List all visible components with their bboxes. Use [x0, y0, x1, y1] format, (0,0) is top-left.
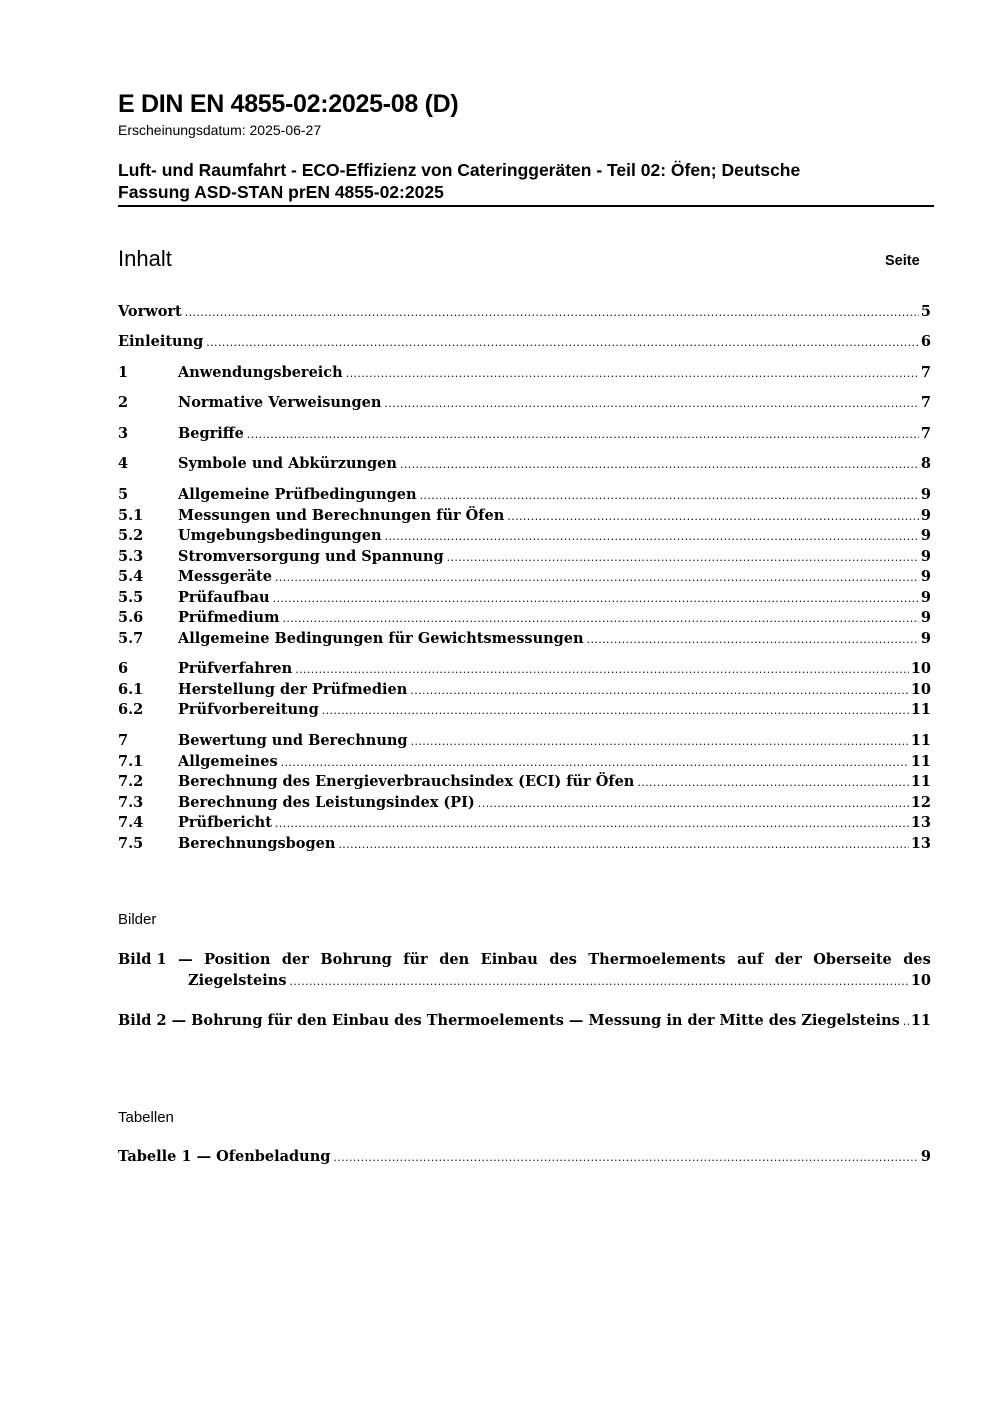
- toc-entry[interactable]: [118, 629, 931, 650]
- toc-entry-page: 13: [910, 834, 931, 852]
- toc-entry[interactable]: [118, 363, 931, 384]
- toc-entry[interactable]: [118, 772, 931, 793]
- toc-entry[interactable]: [118, 588, 931, 609]
- toc-entry-text: Allgemeine Prüfbedingungen: [178, 486, 417, 503]
- figure-entry-page: 10: [910, 971, 931, 989]
- toc-group-1: [118, 363, 931, 384]
- toc-entry-number: 3: [118, 425, 129, 442]
- document-title: E DIN EN 4855-02:2025-08 (D): [118, 90, 459, 118]
- toc-entry-text: Vorwort: [118, 303, 182, 320]
- toc-entry-number: 7.1: [118, 752, 144, 770]
- toc-entry-page: 12: [910, 793, 931, 811]
- toc-entry-page: 9: [920, 506, 931, 524]
- toc-entry-page: 9: [920, 588, 931, 606]
- toc-entry-number: 1: [118, 364, 129, 381]
- toc-entry-number: 7: [118, 732, 129, 749]
- toc-entry-number: 7.4: [118, 814, 144, 831]
- toc-entry-text: Prüfbericht: [178, 814, 272, 831]
- toc-entry[interactable]: [118, 680, 931, 701]
- tables-label: Tabellen: [118, 1109, 174, 1126]
- toc-entry-page: 9: [920, 568, 931, 585]
- toc-entry[interactable]: [118, 1147, 931, 1168]
- toc-entry-number: 5: [118, 486, 129, 503]
- toc-entry-text: Berechnungsbogen: [178, 834, 336, 852]
- toc-entry[interactable]: [118, 485, 931, 506]
- toc-entry-page: 13: [910, 814, 931, 831]
- toc-entry-text: Begriffe: [178, 425, 244, 442]
- toc-entry[interactable]: [118, 393, 931, 414]
- toc-entry[interactable]: [118, 506, 931, 527]
- toc-entry-page: 9: [920, 609, 931, 626]
- toc-entry[interactable]: [118, 526, 931, 547]
- toc-entry-text: Einleitung: [118, 333, 204, 350]
- toc-entry[interactable]: [118, 834, 931, 855]
- toc-entry-page: 11: [910, 752, 931, 770]
- toc-entry[interactable]: [118, 608, 931, 629]
- toc-entry-number: 2: [118, 394, 129, 411]
- header-rule: [118, 205, 934, 207]
- toc-entry[interactable]: [118, 454, 931, 475]
- publication-date: Erscheinungsdatum: 2025-06-27: [118, 122, 322, 138]
- toc-entry-number: 6.1: [118, 680, 144, 698]
- document-subtitle: [118, 159, 933, 203]
- toc-entry-number: 5.6: [118, 609, 144, 626]
- figure-entry-2: [118, 1011, 931, 1032]
- toc-entry[interactable]: [118, 332, 931, 353]
- toc-entry[interactable]: [118, 793, 931, 814]
- figures-label: Bilder: [118, 911, 157, 928]
- toc-entry-text: Stromversorgung und Spannung: [178, 547, 444, 565]
- toc-entry-page: 10: [910, 660, 931, 677]
- toc-entry-page: 9: [920, 527, 931, 544]
- toc-entry-number: 7.3: [118, 793, 144, 811]
- toc-entry-number: 5.3: [118, 547, 144, 565]
- toc-entry-page: 9: [920, 547, 931, 565]
- toc-page-label: Seite: [885, 253, 920, 269]
- toc-entry-number: 5.1: [118, 506, 144, 524]
- toc-entry-number: 4: [118, 455, 129, 472]
- toc-entry-page: 11: [910, 773, 931, 790]
- toc-group-6: [118, 659, 931, 721]
- toc-entry-text: Herstellung der Prüfmedien: [178, 680, 408, 698]
- toc-entry-number: 6.2: [118, 701, 144, 718]
- toc-entry[interactable]: [118, 424, 931, 445]
- table-entry-text: Tabelle 1 — Ofenbeladung: [118, 1148, 331, 1165]
- toc-entry[interactable]: [118, 813, 931, 834]
- table-entry-page: 9: [920, 1148, 931, 1165]
- toc-entry-text: Prüfmedium: [178, 609, 280, 626]
- toc-entry[interactable]: [118, 731, 931, 752]
- toc-entry-text: Prüfaufbau: [178, 588, 270, 606]
- toc-entry-text: Bewertung und Berechnung: [178, 732, 408, 749]
- toc-entry-text: Messungen und Berechnungen für Öfen: [178, 506, 505, 524]
- toc-entry-number: 5.5: [118, 588, 144, 606]
- toc-title: Inhalt: [118, 246, 172, 271]
- toc-entry-text: Prüfverfahren: [178, 660, 293, 677]
- toc-entry-page: 9: [920, 629, 931, 647]
- toc-entry[interactable]: [118, 547, 931, 568]
- toc-entry-text: Symbole und Abkürzungen: [178, 455, 397, 472]
- toc-entry-page: 9: [920, 486, 931, 503]
- toc-entry-page: 5: [920, 303, 931, 320]
- toc-entry-number: 7.5: [118, 834, 144, 852]
- toc-entry[interactable]: [118, 659, 931, 680]
- toc-entry[interactable]: [118, 302, 931, 323]
- table-entry-1: [118, 1147, 931, 1168]
- toc-entry-text: Berechnung des Leistungsindex (PI): [178, 793, 475, 811]
- toc-entry-page: 7: [920, 425, 931, 442]
- toc-entry-text: Allgemeine Bedingungen für Gewichtsmessungen: [178, 629, 584, 647]
- figure-entry-1[interactable]: [118, 950, 931, 992]
- toc-entry[interactable]: [118, 1011, 931, 1032]
- toc-entry-number: 7.2: [118, 773, 144, 790]
- toc-entry[interactable]: [118, 567, 931, 588]
- toc-group-7: [118, 731, 931, 854]
- subtitle-line-1: Luft- und Raumfahrt - ECO-Effizienz von Cateringgeräten - Teil 02: Öfen; Deutsche: [118, 160, 801, 180]
- toc-group-front: [118, 302, 931, 323]
- toc-entry-text: Prüfvorbereitung: [178, 701, 319, 718]
- toc-group-3: [118, 424, 931, 445]
- toc-entry-page: 11: [910, 732, 931, 749]
- toc-entry-number: 5.2: [118, 527, 144, 544]
- figure-entry-line1: Bild 1 — Position der Bohrung für den Einbau des Thermoelements auf der Oberseite des: [118, 951, 931, 968]
- toc-group-5: [118, 485, 931, 649]
- toc-entry[interactable]: [118, 752, 931, 773]
- toc-entry-number: 6: [118, 660, 129, 677]
- toc-entry-number: 5.4: [118, 568, 144, 585]
- subtitle-line-2: Fassung ASD-STAN prEN 4855-02:2025: [118, 182, 444, 202]
- toc-entry-text: Normative Verweisungen: [178, 394, 382, 411]
- figure-entry-line2: Ziegelsteins ..... 10: [118, 971, 931, 993]
- toc-entry-text: Umgebungsbedingungen: [178, 527, 382, 544]
- toc-entry-text: Messgeräte: [178, 568, 272, 585]
- toc-group-4: [118, 454, 931, 475]
- toc-entry-text: Anwendungsbereich: [178, 364, 343, 381]
- toc-entry[interactable]: [118, 700, 931, 721]
- toc-entry-number: 5.7: [118, 629, 144, 647]
- toc-group-2: [118, 393, 931, 414]
- toc-group-intro: [118, 332, 931, 353]
- toc-entry-page: 10: [910, 680, 931, 698]
- toc-entry-page: 8: [920, 455, 931, 472]
- figure-entry-page: 11: [910, 1012, 931, 1029]
- toc-entry-page: 7: [920, 394, 931, 411]
- toc-entry-page: 6: [920, 333, 931, 350]
- toc-entry-page: 11: [910, 701, 931, 718]
- toc-entry-page: 7: [920, 364, 931, 381]
- toc-entry-text: Allgemeines: [178, 752, 278, 770]
- toc-entry-text: Berechnung des Energieverbrauchsindex (ECI) für Öfen: [178, 773, 635, 790]
- figure-entry-text: Bild 2 — Bohrung für den Einbau des Thermoelements — Messung in der Mitte des Ziegelsteins: [118, 1012, 900, 1029]
